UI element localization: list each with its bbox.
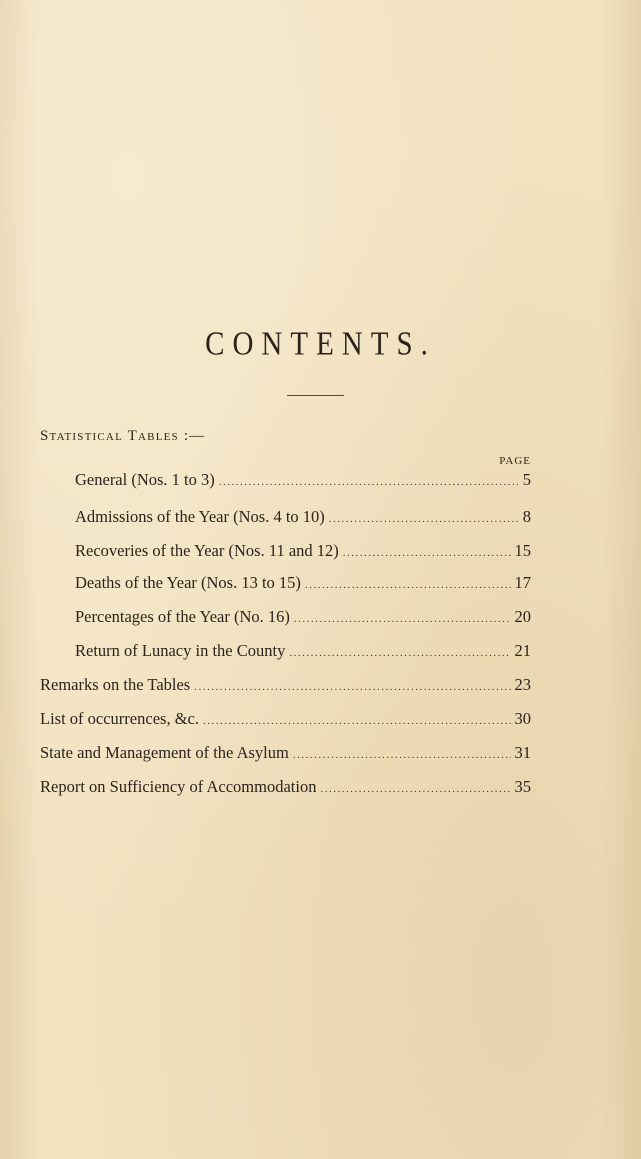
- toc-entry-page: 20: [514, 607, 531, 626]
- toc-entry-label: List of occurrences, &c.: [40, 709, 199, 728]
- toc-entry-page: 5: [522, 470, 531, 489]
- toc-entry: [0, 506, 641, 528]
- toc-leader: [305, 574, 511, 596]
- toc-entry-label: Return of Lunacy in the County: [75, 641, 286, 660]
- toc-leader: [293, 744, 511, 766]
- section-heading: Statistical Tables :—: [40, 428, 206, 444]
- toc-entry-page: 15: [514, 541, 531, 560]
- toc-entry: [0, 469, 641, 491]
- toc-entry-label: Report on Sufficiency of Accommodation: [40, 777, 317, 796]
- toc-leader: [289, 642, 510, 664]
- toc-entry-page: 31: [514, 743, 531, 762]
- toc-entry-label: Deaths of the Year (Nos. 13 to 15): [75, 573, 301, 592]
- toc-leader: [203, 710, 511, 732]
- toc-entry-label: Admissions of the Year (Nos. 4 to 10): [75, 507, 325, 526]
- toc-entry-page: 30: [514, 709, 531, 728]
- toc-entry: [0, 606, 641, 628]
- toc-entry-label: Recoveries of the Year (Nos. 11 and 12): [75, 541, 339, 560]
- page-title: CONTENTS.: [205, 325, 436, 363]
- toc-entry-label: Percentages of the Year (No. 16): [75, 607, 290, 626]
- toc-leader: [294, 608, 511, 630]
- toc-entry-page: 17: [514, 573, 531, 592]
- title-divider: [287, 395, 344, 396]
- toc-leader: [343, 542, 511, 564]
- toc-leader: [219, 471, 518, 493]
- toc-leader: [194, 676, 510, 698]
- toc-entry: [0, 540, 641, 562]
- toc-entry: [0, 708, 641, 730]
- toc-leader: [329, 508, 519, 530]
- toc-leader: [320, 778, 510, 800]
- toc-entry-label: General (Nos. 1 to 3): [75, 470, 215, 489]
- toc-entry: [0, 776, 641, 798]
- toc-entry: [0, 674, 641, 696]
- toc-entry-page: 23: [514, 675, 531, 694]
- toc-entry-page: 35: [514, 777, 531, 796]
- page-column-label: PAGE: [499, 455, 531, 467]
- toc-entry: [0, 742, 641, 764]
- toc-entry: [0, 572, 641, 594]
- toc-entry: [0, 640, 641, 662]
- toc-entry-page: 21: [514, 641, 531, 660]
- toc-entry-page: 8: [522, 507, 531, 526]
- toc-entry-label: Remarks on the Tables: [40, 675, 191, 694]
- toc-entry-label: State and Management of the Asylum: [40, 743, 289, 762]
